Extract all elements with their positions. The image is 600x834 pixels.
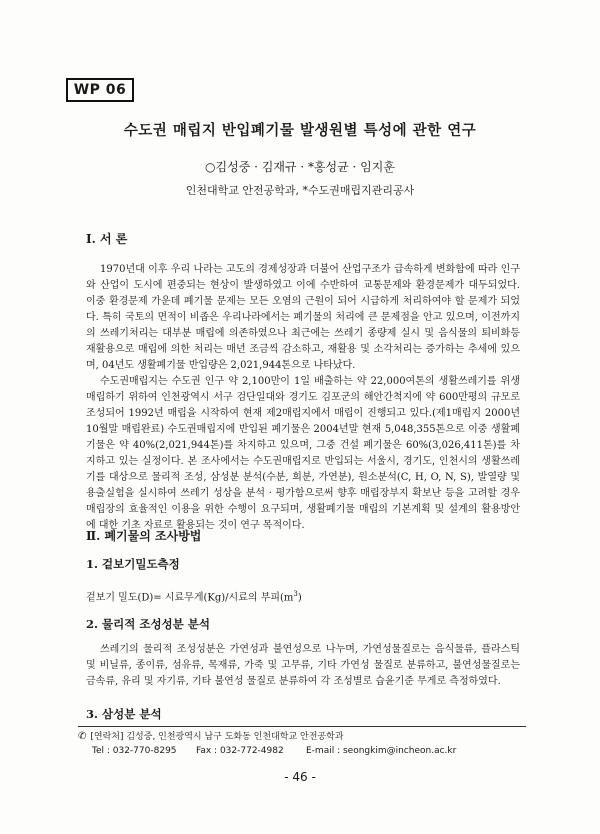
section-heading-introduction: Ⅰ. 서 론 bbox=[86, 232, 128, 246]
formula-exponent: 3 bbox=[293, 590, 298, 598]
formula-close: ) bbox=[297, 592, 302, 604]
physical-composition-body bbox=[86, 642, 520, 690]
page-number: - 46 - bbox=[284, 770, 316, 784]
contact-footer bbox=[78, 726, 526, 758]
subsection-heading-proximate-analysis: 3. 삼성분 분석 bbox=[86, 707, 162, 721]
introduction-body bbox=[86, 262, 520, 534]
affiliation: 인천대학교 안전공학과, *수도권매립지관리공사 bbox=[185, 184, 415, 197]
subsection-heading-density: 1. 겉보기밀도측정 bbox=[86, 557, 180, 571]
introduction-paragraph-1: 1970년대 이후 우리 나라는 고도의 경제성장과 더불어 산업구조가 급속하게 변화함에 따라 인구와 산업이 도시에 편중되는 현상이 발생하였고 이에 수반하여 교통문제와 환경문제가 대두되었다. 이중 환경문제 가운데 폐기물 문제는 모든 오염의 근원이 되어 시급하게 처리하여야 할 문제가 되었다. 특히 국토의 면적이 비좁은 우리나라에서는 폐기물의 처리에 큰 문제점을 안고 있으며, 이전까지의 쓰레기처리는 대부분 매립에 의존하였으나 최근에는 쓰레기 종량제 실시 및 음식물의 퇴비화등 재활용으로 매립에 의한 처리는 매년 조금씩 감소하고, 재활용 및 소각처리는 증가하는 추세에 있으며, 04년도 생활폐기물 반입량은 2,021,944톤으로 나타났다. bbox=[86, 264, 520, 371]
phone-icon: ✆ bbox=[78, 731, 87, 742]
subsection-heading-physical-composition: 2. 물리적 조성성분 분석 bbox=[86, 617, 210, 631]
contact-tel: Tel : 032-770-8295 bbox=[92, 746, 177, 756]
density-formula bbox=[86, 586, 520, 606]
formula-text: 겉보기 밀도(D)= 시료무게(Kg)/시료의 부피(m bbox=[86, 592, 294, 604]
author-list: ○김성중 · 김재규 · *홍성균 · 임지훈 bbox=[205, 160, 395, 174]
paper-title: 수도권 매립지 반입폐기물 발생원별 특성에 관한 연구 bbox=[123, 122, 477, 139]
paper-code-badge: WP 06 bbox=[66, 78, 134, 102]
introduction-paragraph-2: 수도권매립지는 수도권 인구 약 2,100만이 1일 배출하는 약 22,000여톤의 생활쓰레기를 위생매립하기 위하여 인천광역시 서구 검단일대와 경기도 김포군의 해안간척지에 약 600만평의 규모로 조성되어 1992년 매립을 시작하여 현재 제2매립지에서 매립이 진행되고 있다.(제1매립지 2000년 10월말 매립완료) 수도권매립지에 반입된 폐기물은 2004년말 현재 5,048,355톤으로 이중 생활폐기물은 약 40%(2,021,944톤)를 차지하고 있으며, 그중 건설 폐기물은 60%(3,026,411톤)를 차지하고 있는 실정이다. 본 조사에서는 수도권매립지로 반입되는 서울시, 경기도, 인천시의 생활쓰레기를 대상으로 물리적 조성, 삼성분 분석(수분, 회분, 가연분), 원소분석(C, H, O, N, S), 발열량 및 용출실험을 실시하여 쓰레기 성상을 분석 · 평가함으로써 향후 매립장부지 확보난 등을 고려할 경우 매립장의 효율적인 이용을 위한 수행이 요구되며, 생활폐기물 매립의 기본계획 및 설계의 활용방안에 대한 기초 자료로 활용되는 것이 연구 목적이다. bbox=[86, 376, 520, 531]
contact-fax: Fax : 032-772-4982 bbox=[196, 746, 284, 756]
section-heading-methods: Ⅱ. 폐기물의 조사방법 bbox=[86, 529, 202, 543]
physical-composition-paragraph: 쓰레기의 물리적 조성성분은 가연성과 불연성으로 나누며, 가연성물질로는 음식물류, 플라스틱 및 비닐류, 종이류, 섬유류, 목재류, 가죽 및 고무류, 기타 가연성 물질로 분류하고, 불연성물질로는 금속류, 유리 및 자기류, 기타 불연성 물질로 분류하여 각 조성별로 습윤기준 무게로 측정하였다. bbox=[86, 644, 520, 687]
contact-email: E-mail : seongkim@incheon.ac.kr bbox=[306, 746, 457, 756]
contact-line: [연락처] 김성중, 인천광역시 남구 도화동 인천대학교 안전공학과 bbox=[90, 732, 344, 742]
